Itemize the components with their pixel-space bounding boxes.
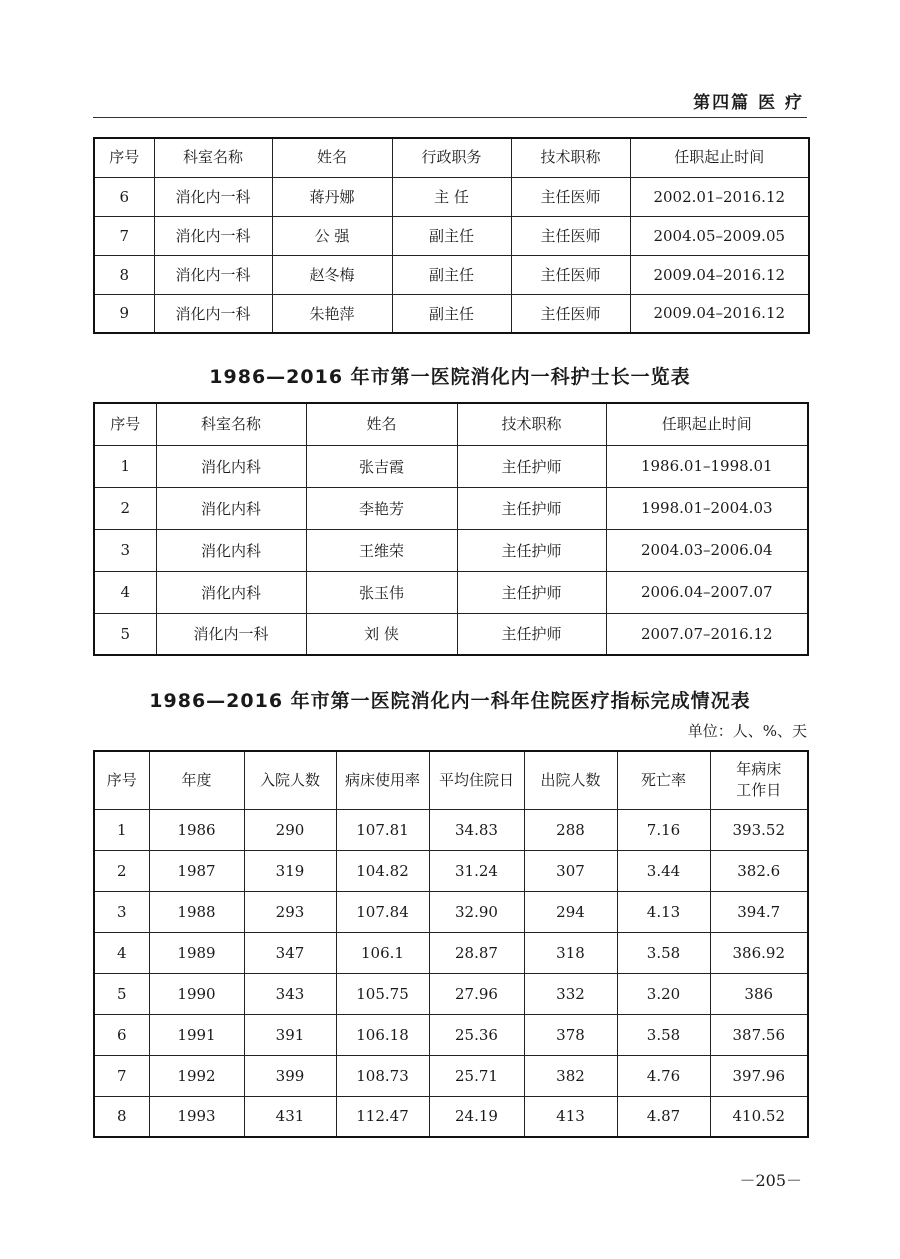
table-cell: 3.58 — [617, 1014, 710, 1055]
table-cell: 主任医师 — [511, 255, 630, 294]
table-row — [94, 850, 808, 891]
table-cell: 397.96 — [710, 1055, 808, 1096]
table-cell: 4 — [94, 571, 156, 613]
column-header: 任职起止时间 — [630, 138, 809, 177]
table-cell: 1991 — [149, 1014, 244, 1055]
column-header: 科室名称 — [154, 138, 272, 177]
table-cell: 1988 — [149, 891, 244, 932]
table-cell: 386.92 — [710, 932, 808, 973]
table-cell: 386 — [710, 973, 808, 1014]
table-header-row — [94, 751, 808, 809]
table-cell: 7.16 — [617, 809, 710, 850]
page-number: －205－ — [739, 1171, 802, 1190]
table-cell: 104.82 — [336, 850, 429, 891]
column-header: 入院人数 — [244, 751, 336, 809]
department-director-table — [93, 137, 810, 334]
table-cell: 25.36 — [429, 1014, 524, 1055]
table-cell: 李艳芳 — [306, 487, 457, 529]
table-cell: 1 — [94, 809, 149, 850]
table-row — [94, 809, 808, 850]
table-cell: 4.13 — [617, 891, 710, 932]
table-cell: 378 — [524, 1014, 617, 1055]
column-header: 任职起止时间 — [606, 403, 808, 445]
table-cell: 318 — [524, 932, 617, 973]
table-cell: 2007.07–2016.12 — [606, 613, 808, 655]
column-header: 病床使用率 — [336, 751, 429, 809]
table-cell: 2004.05–2009.05 — [630, 216, 809, 255]
header-rule — [93, 117, 807, 118]
table-cell: 副主任 — [392, 294, 511, 333]
table-cell: 4 — [94, 932, 149, 973]
table-cell: 消化内一科 — [154, 294, 272, 333]
table-cell: 32.90 — [429, 891, 524, 932]
table-cell: 108.73 — [336, 1055, 429, 1096]
column-header: 科室名称 — [156, 403, 306, 445]
table-cell: 1990 — [149, 973, 244, 1014]
table-cell: 主 任 — [392, 177, 511, 216]
table-cell: 1 — [94, 445, 156, 487]
table-cell: 主任医师 — [511, 177, 630, 216]
table-cell: 消化内科 — [156, 571, 306, 613]
table-row — [94, 445, 808, 487]
table-cell: 4.76 — [617, 1055, 710, 1096]
table-cell: 1989 — [149, 932, 244, 973]
table-cell: 蒋丹娜 — [272, 177, 392, 216]
table-cell: 主任护师 — [457, 571, 606, 613]
column-header: 技术职称 — [511, 138, 630, 177]
table-cell: 8 — [94, 255, 154, 294]
table-cell: 343 — [244, 973, 336, 1014]
table-cell: 3.20 — [617, 973, 710, 1014]
table-cell: 3 — [94, 529, 156, 571]
head-nurse-table — [93, 402, 809, 656]
table-cell: 消化内科 — [156, 445, 306, 487]
table-cell: 2 — [94, 850, 149, 891]
table-cell: 消化内科 — [156, 487, 306, 529]
table-cell: 394.7 — [710, 891, 808, 932]
table-cell: 2 — [94, 487, 156, 529]
table-cell: 主任护师 — [457, 529, 606, 571]
table-cell: 主任护师 — [457, 487, 606, 529]
table-cell: 王维荣 — [306, 529, 457, 571]
table-cell: 106.1 — [336, 932, 429, 973]
table-row — [94, 216, 809, 255]
table-cell: 107.84 — [336, 891, 429, 932]
column-header: 平均住院日 — [429, 751, 524, 809]
table-row — [94, 571, 808, 613]
table-cell: 387.56 — [710, 1014, 808, 1055]
table-row — [94, 294, 809, 333]
table-cell: 7 — [94, 216, 154, 255]
column-header: 年度 — [149, 751, 244, 809]
table-cell: 391 — [244, 1014, 336, 1055]
column-header: 序号 — [94, 751, 149, 809]
table-cell: 31.24 — [429, 850, 524, 891]
table-cell: 382 — [524, 1055, 617, 1096]
column-header: 出院人数 — [524, 751, 617, 809]
table-cell: 8 — [94, 1096, 149, 1137]
table-cell: 刘 侠 — [306, 613, 457, 655]
table-cell: 6 — [94, 1014, 149, 1055]
table-cell: 1986.01–1998.01 — [606, 445, 808, 487]
table-cell: 393.52 — [710, 809, 808, 850]
table-cell: 消化内一科 — [154, 216, 272, 255]
column-header: 序号 — [94, 138, 154, 177]
table-cell: 6 — [94, 177, 154, 216]
column-header: 姓名 — [272, 138, 392, 177]
column-header: 行政职务 — [392, 138, 511, 177]
table-cell: 1998.01–2004.03 — [606, 487, 808, 529]
table-cell: 主任护师 — [457, 613, 606, 655]
table-cell: 2009.04–2016.12 — [630, 294, 809, 333]
table-row — [94, 255, 809, 294]
table-row — [94, 177, 809, 216]
table-row — [94, 1096, 808, 1137]
table-row — [94, 613, 808, 655]
table-cell: 7 — [94, 1055, 149, 1096]
table-cell: 332 — [524, 973, 617, 1014]
table-cell: 1993 — [149, 1096, 244, 1137]
table-cell: 431 — [244, 1096, 336, 1137]
table-cell: 3 — [94, 891, 149, 932]
inpatient-indicator-table-title: 1986—2016 年市第一医院消化内一科年住院医疗指标完成情况表 — [149, 690, 751, 712]
table-cell: 消化内科 — [156, 529, 306, 571]
column-header: 序号 — [94, 403, 156, 445]
column-header: 技术职称 — [457, 403, 606, 445]
table-cell: 张吉霞 — [306, 445, 457, 487]
table-cell: 1987 — [149, 850, 244, 891]
table-cell: 张玉伟 — [306, 571, 457, 613]
table-cell: 106.18 — [336, 1014, 429, 1055]
table-cell: 28.87 — [429, 932, 524, 973]
table-cell: 副主任 — [392, 255, 511, 294]
table-cell: 3.58 — [617, 932, 710, 973]
table-cell: 107.81 — [336, 809, 429, 850]
table-row — [94, 1055, 808, 1096]
table-cell: 4.87 — [617, 1096, 710, 1137]
table-cell: 消化内一科 — [154, 177, 272, 216]
table-cell: 34.83 — [429, 809, 524, 850]
table-cell: 主任医师 — [511, 294, 630, 333]
table-cell: 9 — [94, 294, 154, 333]
table-cell: 主任护师 — [457, 445, 606, 487]
table-row — [94, 891, 808, 932]
table-cell: 1986 — [149, 809, 244, 850]
table-cell: 294 — [524, 891, 617, 932]
table-header-row — [94, 403, 808, 445]
head-nurse-table-title: 1986—2016 年市第一医院消化内一科护士长一览表 — [209, 366, 691, 388]
table-cell: 消化内一科 — [154, 255, 272, 294]
table-cell: 410.52 — [710, 1096, 808, 1137]
column-header: 年病床 工作日 — [710, 751, 808, 809]
table-cell: 2004.03–2006.04 — [606, 529, 808, 571]
table-cell: 朱艳萍 — [272, 294, 392, 333]
unit-note: 单位：人、%、天 — [687, 722, 807, 740]
table-cell: 288 — [524, 809, 617, 850]
table-cell: 副主任 — [392, 216, 511, 255]
table-cell: 319 — [244, 850, 336, 891]
table-cell: 293 — [244, 891, 336, 932]
table-cell: 主任医师 — [511, 216, 630, 255]
table-row — [94, 529, 808, 571]
table-cell: 消化内一科 — [156, 613, 306, 655]
table-cell: 2002.01–2016.12 — [630, 177, 809, 216]
column-header: 死亡率 — [617, 751, 710, 809]
table-cell: 1992 — [149, 1055, 244, 1096]
column-header: 姓名 — [306, 403, 457, 445]
table-row — [94, 973, 808, 1014]
table-cell: 413 — [524, 1096, 617, 1137]
table-cell: 25.71 — [429, 1055, 524, 1096]
chapter-header: 第四篇 医 疗 — [693, 93, 804, 113]
table-cell: 3.44 — [617, 850, 710, 891]
inpatient-indicator-table — [93, 750, 809, 1138]
table-header-row — [94, 138, 809, 177]
table-cell: 2006.04–2007.07 — [606, 571, 808, 613]
table-row — [94, 487, 808, 529]
table-cell: 5 — [94, 973, 149, 1014]
table-row — [94, 932, 808, 973]
table-cell: 24.19 — [429, 1096, 524, 1137]
table-cell: 赵冬梅 — [272, 255, 392, 294]
table-cell: 347 — [244, 932, 336, 973]
table-cell: 公 强 — [272, 216, 392, 255]
table-cell: 399 — [244, 1055, 336, 1096]
table-row — [94, 1014, 808, 1055]
table-cell: 27.96 — [429, 973, 524, 1014]
table-cell: 2009.04–2016.12 — [630, 255, 809, 294]
table-cell: 112.47 — [336, 1096, 429, 1137]
table-cell: 5 — [94, 613, 156, 655]
table-cell: 290 — [244, 809, 336, 850]
table-cell: 307 — [524, 850, 617, 891]
table-cell: 105.75 — [336, 973, 429, 1014]
table-cell: 382.6 — [710, 850, 808, 891]
